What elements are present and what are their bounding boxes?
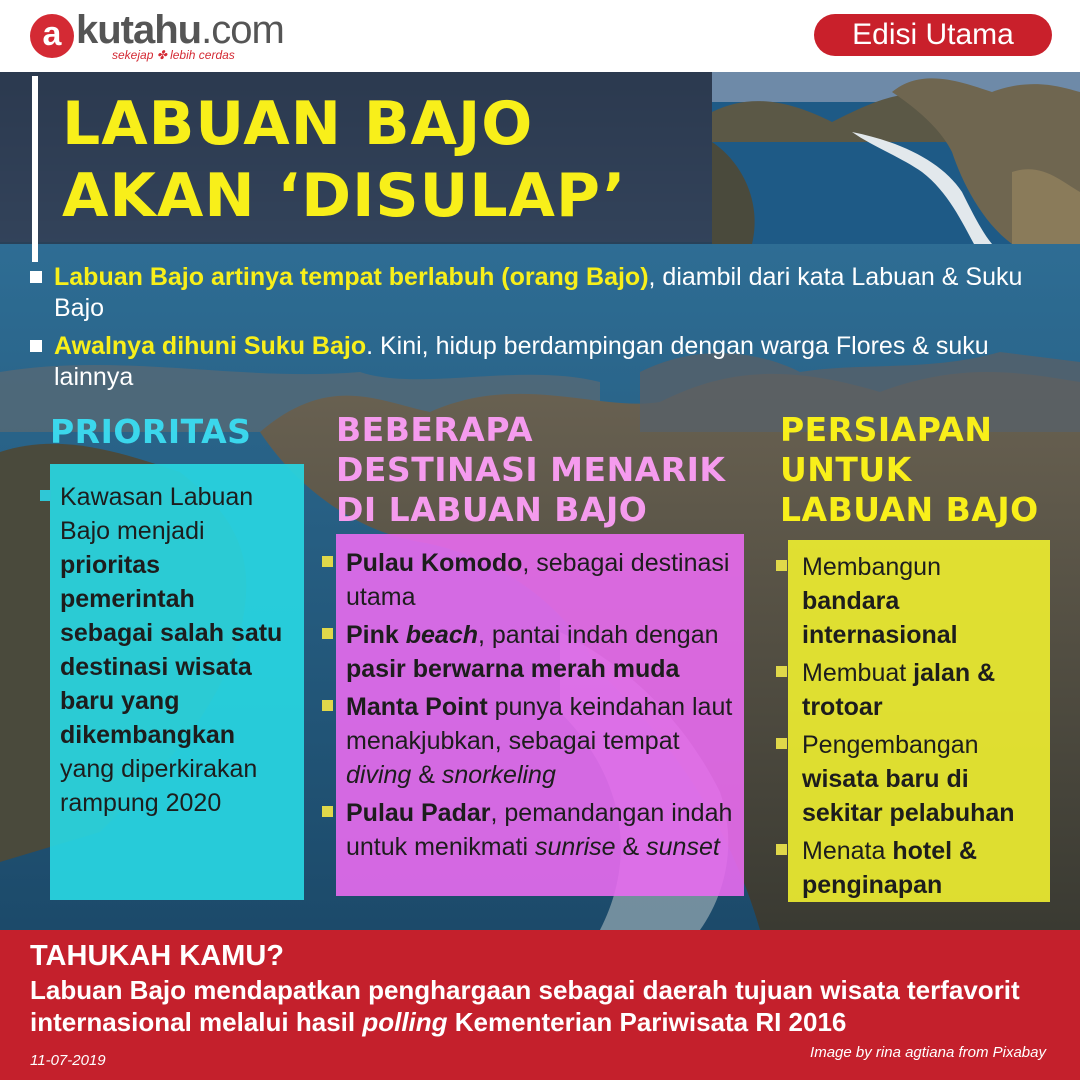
- destination-activity: snorkeling: [441, 761, 556, 789]
- preparation-text: Membangun: [802, 553, 941, 581]
- destination-name: Pulau Padar: [346, 799, 491, 827]
- priority-heading: PRIORITAS: [50, 412, 252, 451]
- logo-tld: .com: [201, 8, 284, 52]
- publish-date: 11-07-2019: [30, 1052, 106, 1069]
- destination-amp: &: [411, 761, 442, 789]
- did-you-know-heading: TAHUKAH KAMU?: [30, 940, 284, 972]
- bay-photo: [712, 72, 1080, 244]
- preparation-heading-line: LABUAN BAJO: [780, 490, 1039, 529]
- destination-activity: sunrise: [534, 833, 616, 861]
- title-line-2: AKAN ‘DISULAP’: [62, 161, 627, 231]
- fact-bold: Awalnya dihuni Suku Bajo: [54, 332, 367, 360]
- destination-name: Manta Point: [346, 693, 488, 721]
- preparation-item: [802, 550, 1044, 652]
- priority-item: [60, 480, 294, 820]
- preparation-heading-line: UNTUK: [780, 450, 912, 489]
- destinations-heading: [336, 410, 746, 530]
- did-you-know-footer: [0, 930, 1080, 1080]
- fact-text: . Kini, hidup berdampingan dengan warga Flores & suku lainnya: [54, 332, 989, 391]
- square-bullet-icon: [776, 666, 787, 677]
- destination-item: [346, 618, 736, 686]
- destinations-heading-line: DI LABUAN BAJO: [336, 490, 648, 529]
- destination-text: , sebagai destinasi utama: [346, 549, 730, 611]
- square-bullet-icon: [776, 738, 787, 749]
- destination-name: Pulau Komodo: [346, 549, 523, 577]
- square-bullet-icon: [776, 560, 787, 571]
- square-bullet-icon: [40, 490, 51, 501]
- fact-item: [30, 331, 1060, 393]
- preparation-bold: wisata baru di sekitar pelabuhan: [802, 765, 1015, 827]
- destinations-heading-line: DESTINASI MENARIK: [336, 450, 726, 489]
- square-bullet-icon: [776, 844, 787, 855]
- priority-text-end: yang diperkirakan rampung 2020: [60, 755, 258, 817]
- logo-tagline: sekejap ✤ lebih cerdas: [112, 48, 235, 62]
- preparation-text: Menata: [802, 837, 893, 865]
- page-title: [62, 88, 702, 232]
- destination-item: [346, 796, 736, 864]
- preparation-text: Membuat: [802, 659, 914, 687]
- preparation-item: [802, 834, 1044, 902]
- square-bullet-icon: [322, 806, 333, 817]
- did-you-know-text-end: Kementerian Pariwisata RI 2016: [447, 1007, 847, 1037]
- logo-badge: a: [30, 14, 74, 58]
- bay-photo-illustration: [712, 72, 1080, 244]
- intro-facts: [30, 262, 1060, 400]
- destination-item: [346, 690, 736, 792]
- square-bullet-icon: [322, 628, 333, 639]
- destinations-panel: [336, 534, 744, 896]
- did-you-know-text: [30, 974, 1060, 1038]
- priority-bold: prioritas pemerintah sebagai salah satu destinasi wisata baru yang dikembangkan: [60, 551, 283, 749]
- logo-name: kutahu: [76, 8, 202, 52]
- image-credit: Image by rina agtiana from Pixabay: [810, 1044, 1046, 1061]
- preparation-heading-line: PERSIAPAN: [780, 410, 993, 449]
- destinations-heading-line: BEBERAPA: [336, 410, 534, 449]
- site-logo[interactable]: [30, 8, 284, 64]
- square-bullet-icon: [30, 340, 42, 352]
- destination-activity: diving: [346, 761, 412, 789]
- priority-text: Kawasan Labuan Bajo menjadi: [60, 483, 254, 545]
- destination-activity: sunset: [646, 833, 720, 861]
- fact-bold: Labuan Bajo artinya tempat berlabuh (orang Bajo): [54, 263, 649, 291]
- title-line-1: LABUAN BAJO: [62, 89, 534, 159]
- edition-badge: Edisi Utama: [814, 14, 1052, 56]
- preparation-bold: jalan & trotoar: [802, 659, 996, 721]
- logo-wordmark: [76, 8, 284, 52]
- destination-text: , pemandangan indah untuk menikmati: [346, 799, 733, 861]
- destination-text: punya keindahan laut menakjubkan, sebagai tempat: [346, 693, 733, 755]
- square-bullet-icon: [322, 556, 333, 567]
- preparation-text: Pengembangan: [802, 731, 979, 759]
- preparation-bold: bandara internasional: [802, 587, 958, 649]
- destination-name-italic: beach: [405, 621, 479, 649]
- destination-highlight: pasir berwarna merah muda: [346, 655, 680, 683]
- preparation-panel: [788, 540, 1050, 902]
- destination-item: [346, 546, 736, 614]
- title-accent-rule: [32, 76, 38, 262]
- destination-text: , pantai indah dengan: [478, 621, 719, 649]
- preparation-item: [802, 656, 1044, 724]
- square-bullet-icon: [322, 700, 333, 711]
- fact-text: , diambil dari kata Labuan & Suku Bajo: [54, 263, 1023, 322]
- did-you-know-text-start: Labuan Bajo mendapatkan penghargaan sebagai daerah tujuan wisata terfavorit internasional melalui hasil: [30, 975, 1020, 1037]
- did-you-know-italic: polling: [362, 1007, 448, 1037]
- square-bullet-icon: [30, 271, 42, 283]
- priority-panel: [50, 464, 304, 900]
- fact-item: [30, 262, 1060, 324]
- destination-amp: &: [615, 833, 647, 861]
- header-bar: [0, 0, 1080, 72]
- destination-name: Pink: [346, 621, 399, 649]
- preparation-item: [802, 728, 1044, 830]
- preparation-bold: hotel & penginapan: [802, 837, 978, 899]
- preparation-heading: [780, 410, 1070, 530]
